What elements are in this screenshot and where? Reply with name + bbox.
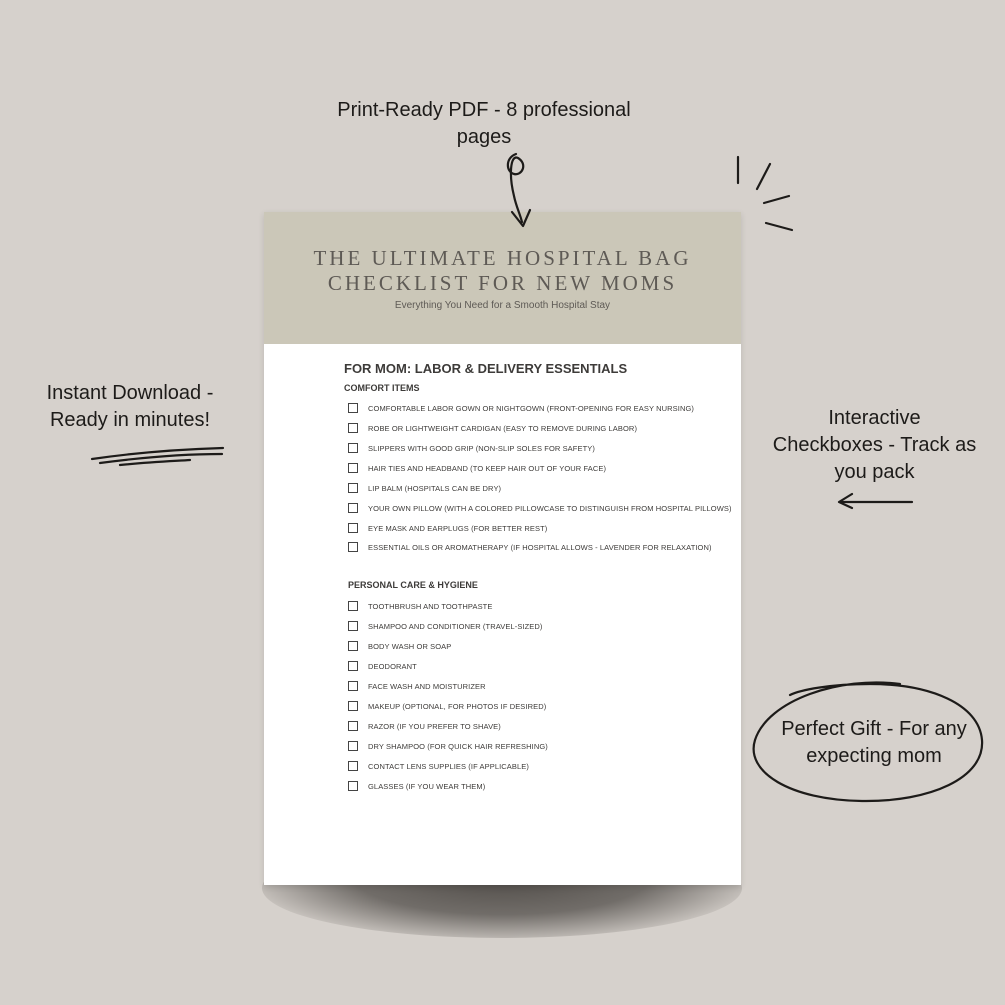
callout-perfect-gift: Perfect Gift - For any expecting mom	[781, 718, 967, 767]
group-title-personal-care: PERSONAL CARE & HYGIENE	[348, 580, 478, 590]
item-label: TOOTHBRUSH AND TOOTHPASTE	[368, 601, 493, 611]
item-label: CONTACT LENS SUPPLIES (IF APPLICABLE)	[368, 761, 529, 771]
item-label: SLIPPERS WITH GOOD GRIP (NON-SLIP SOLES FOR SAFETY)	[368, 443, 595, 453]
item-label: ESSENTIAL OILS OR AROMATHERAPY (IF HOSPITAL ALLOWS - LAVENDER FOR RELAXATION)	[368, 542, 712, 552]
item-label: DEODORANT	[368, 661, 417, 671]
sheet-subtitle: Everything You Need for a Smooth Hospital Stay	[394, 300, 611, 311]
item-label: FACE WASH AND MOISTURIZER	[368, 681, 486, 691]
item-label: GLASSES (IF YOU WEAR THEM)	[368, 781, 486, 791]
item-label: COMFORTABLE LABOR GOWN OR NIGHTGOWN (FRONT-OPENING FOR EASY NURSING)	[368, 403, 694, 413]
item-label: EYE MASK AND EARPLUGS (FOR BETTER REST)	[368, 523, 548, 533]
callout-interactive-checkboxes: Interactive Checkboxes - Track as you pack	[772, 407, 977, 483]
item-label: MAKEUP (OPTIONAL, FOR PHOTOS IF DESIRED)	[368, 701, 547, 711]
item-label: DRY SHAMPOO (FOR QUICK HAIR REFRESHING)	[368, 741, 548, 751]
curly-arrow-icon	[508, 154, 523, 222]
item-label: YOUR OWN PILLOW (WITH A COLORED PILLOWCASE TO DISTINGUISH FROM HOSPITAL PILLOWS)	[368, 503, 732, 513]
section-title: FOR MOM: LABOR & DELIVERY ESSENTIALS	[344, 361, 628, 376]
sheet-title: THE ULTIMATE HOSPITAL BAG CHECKLIST FOR NEW MOMS	[313, 246, 692, 295]
spark-line-icon	[757, 164, 770, 189]
item-label: LIP BALM (HOSPITALS CAN BE DRY)	[368, 483, 502, 493]
underline-scribble-icon	[120, 460, 190, 465]
callout-print-ready: Print-Ready PDF - 8 professional pages	[337, 99, 631, 148]
item-label: HAIR TIES AND HEADBAND (TO KEEP HAIR OUT OF YOUR FACE)	[368, 463, 607, 473]
item-label: ROBE OR LIGHTWEIGHT CARDIGAN (EASY TO REMOVE DURING LABOR)	[368, 423, 638, 433]
group-title-comfort: COMFORT ITEMS	[344, 383, 420, 393]
item-label: SHAMPOO AND CONDITIONER (TRAVEL-SIZED)	[368, 621, 543, 631]
item-label: RAZOR (IF YOU PREFER TO SHAVE)	[368, 721, 501, 731]
item-label: BODY WASH OR SOAP	[368, 641, 452, 651]
callout-instant-download: Instant Download - Ready in minutes!	[46, 382, 214, 431]
spark-line-icon	[766, 223, 792, 230]
spark-line-icon	[764, 196, 789, 203]
